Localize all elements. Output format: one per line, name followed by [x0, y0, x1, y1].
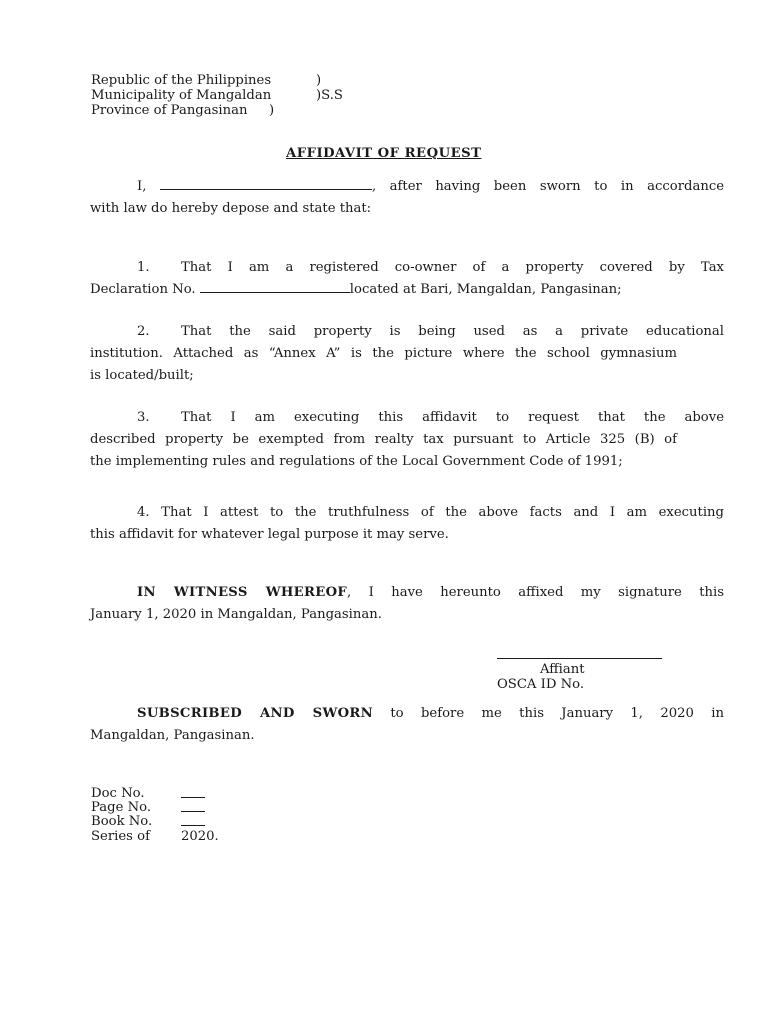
item-3-line-3: the implementing rules and regulations of the Local Government Code of 1991;: [90, 454, 623, 469]
caption-republic: Republic of the Philippines: [91, 73, 272, 88]
caption-mark-1: ): [316, 73, 322, 88]
item-1-text-b-prefix: Declaration No.: [90, 282, 196, 297]
caption-province: Province of Pangasinan: [91, 103, 248, 118]
item-1-text-a: That I am a registered co-owner of a property covered by Tax: [181, 260, 724, 275]
witness-line-2: January 1, 2020 in Mangaldan, Pangasinan.: [90, 607, 382, 622]
item-2-line-2: institution. Attached as “Annex A” is the picture where the school gymnasium: [90, 346, 677, 361]
caption-mark-3: ): [269, 103, 275, 118]
jurat-line-2: Mangaldan, Pangasinan.: [90, 728, 255, 743]
page-no-label: Page No.: [91, 800, 152, 815]
item-1-number: 1.: [137, 260, 150, 275]
witness-text: , I have hereunto affixed my signature this: [347, 585, 724, 600]
item-4-line-1: 4. That I attest to the truthfulness of the above facts and I am executing: [137, 505, 724, 520]
intro-line-2: with law do hereby depose and state that:: [90, 201, 372, 216]
item-3-number: 3.: [137, 410, 150, 425]
item-2-line-3: is located/built;: [90, 368, 194, 383]
book-no-label: Book No.: [91, 814, 153, 829]
item-3-line-1: [90, 407, 724, 429]
item-1-line-2: [90, 279, 677, 301]
tax-declaration-blank: [200, 280, 350, 293]
series-value: 2020.: [181, 829, 219, 844]
item-2-number: 2.: [137, 324, 150, 339]
osca-id-label: OSCA ID No.: [497, 677, 585, 692]
intro-prefix: I,: [137, 179, 147, 194]
intro-suffix: , after having been sworn to in accordance: [371, 179, 725, 194]
book-no-blank: [181, 814, 205, 830]
doc-no-label: Doc No.: [91, 786, 145, 801]
signature-line: [497, 658, 662, 659]
series-label: Series of: [91, 829, 150, 844]
affiant-name-blank: [160, 177, 372, 190]
witness-line-1: [90, 582, 724, 604]
item-3-text-a: That I am executing this affidavit to request that the above: [181, 410, 724, 425]
item-1-text-b-suffix: located at Bari, Mangaldan, Pangasinan;: [349, 282, 622, 297]
item-2-line-1: [90, 321, 724, 343]
witness-heading: IN WITNESS WHEREOF: [137, 585, 348, 600]
document-title: AFFIDAVIT OF REQUEST: [286, 146, 482, 161]
intro-line-1: [90, 176, 724, 198]
caption-mark-ss: )S.S: [316, 88, 343, 103]
item-3-line-2: described property be exempted from realty tax pursuant to Article 325 (B) of: [90, 432, 677, 447]
item-4-line-2: this affidavit for whatever legal purpose it may serve.: [90, 527, 449, 542]
jurat-line-1: [90, 703, 724, 725]
jurat-heading: SUBSCRIBED AND SWORN: [137, 706, 374, 721]
jurat-text: to before me this January 1, 2020 in: [373, 706, 724, 721]
caption-municipality: Municipality of Mangaldan: [91, 88, 272, 103]
item-2-text-a: That the said property is being used as a private educational: [181, 324, 724, 339]
item-1-line-1: [90, 257, 724, 279]
affiant-label: Affiant: [540, 662, 585, 677]
